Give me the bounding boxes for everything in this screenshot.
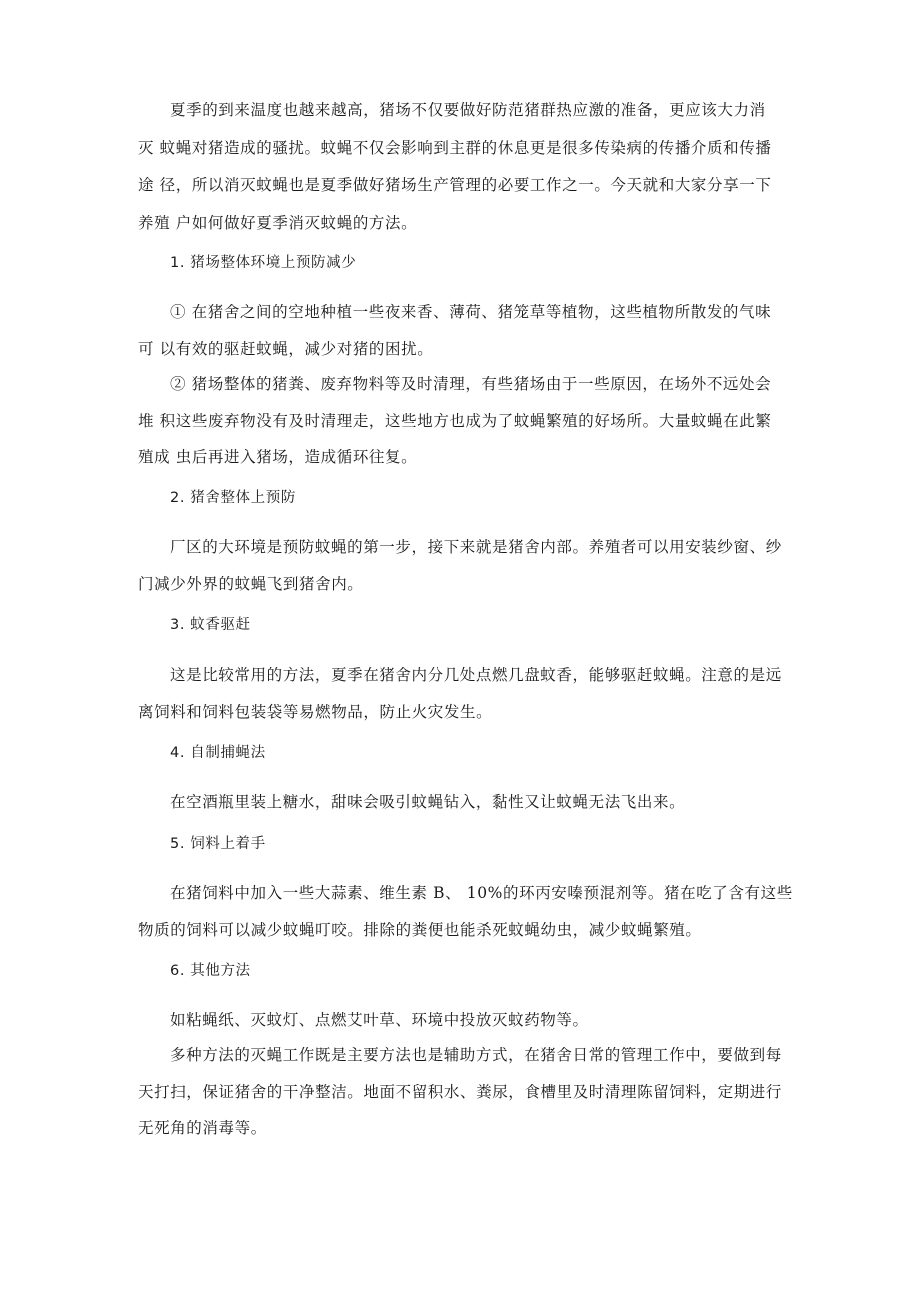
paragraph-line: 殖成 虫后再进入猪场，造成循环往复。 <box>138 448 418 466</box>
document-page <box>138 0 798 1302</box>
intro-line: 灭 蚊蝇对猪造成的骚扰。蚊蝇不仅会影响到主群的休息更是很多传染病的传播介质和传播 <box>138 139 772 157</box>
intro-line: 途 径，所以消灭蚊蝇也是夏季做好猪场生产管理的必要工作之一。今天就和大家分享一下 <box>138 176 772 194</box>
paragraph-line: 多种方法的灭蝇工作既是主要方法也是辅助方式，在猪舍日常的管理工作中，要做到每 <box>170 1046 782 1064</box>
intro-line: 夏季的到来温度也越来越高，猪场不仅要做好防范猪群热应激的准备，更应该大力消 <box>170 101 766 119</box>
paragraph-line: 门减少外界的蚊蝇飞到猪舍内。 <box>138 575 364 593</box>
paragraph-line: 天打扫，保证猪舍的干净整洁。地面不留积水、粪尿，食槽里及时清理陈留饲料，定期进行 <box>138 1083 783 1101</box>
section-heading-6: 6. 其他方法 <box>170 963 251 979</box>
paragraph-line: 在空酒瓶里装上糖水，甜味会吸引蚊蝇钻入，黏性又让蚊蝇无法飞出来。 <box>170 793 686 811</box>
paragraph-line: ② 猪场整体的猪粪、废弃物料等及时清理，有些猪场由于一些原因，在场外不远处会 <box>170 375 772 393</box>
paragraph-line: 这是比较常用的方法，夏季在猪舍内分几处点燃几盘蚊香，能够驱赶蚊蝇。注意的是远 <box>170 666 782 684</box>
paragraph-line: 物质的饲料可以减少蚊蝇叮咬。排除的粪便也能杀死蚊蝇幼虫，减少蚊蝇繁殖。 <box>138 921 702 939</box>
paragraph-line: 厂区的大环境是预防蚊蝇的第一步，接下来就是猪舍内部。养殖者可以用安装纱窗、纱 <box>170 538 782 556</box>
section-heading-5: 5. 饲料上着手 <box>170 836 266 852</box>
section-heading-4: 4. 自制捕蝇法 <box>170 745 266 761</box>
section-heading-1: 1. 猪场整体环境上预防减少 <box>170 255 357 271</box>
intro-line: 养殖 户如何做好夏季消灭蚊蝇的方法。 <box>138 214 418 232</box>
paragraph-line: 在猪饲料中加入一些大蒜素、维生素 B、 10%的环丙安嗪预混剂等。猪在吃了含有这些 <box>170 884 793 902</box>
paragraph-line: 堆 积这些废弃物没有及时清理走，这些地方也成为了蚊蝇繁殖的好场所。大量蚊蝇在此繁 <box>138 412 772 430</box>
section-heading-3: 3. 蚊香驱赶 <box>170 617 251 633</box>
paragraph-line: 可 以有效的驱赶蚊蝇，减少对猪的困扰。 <box>138 340 434 358</box>
paragraph-line: ① 在猪舍之间的空地种植一些夜来香、薄荷、猪笼草等植物，这些植物所散发的气味 <box>170 303 772 321</box>
paragraph-line: 离饲料和饲料包装袋等易燃物品，防止火灾发生。 <box>138 703 493 721</box>
section-heading-2: 2. 猪舍整体上预防 <box>170 490 296 506</box>
paragraph-line: 如粘蝇纸、灭蚊灯、点燃艾叶草、环境中投放灭蚊药物等。 <box>170 1011 589 1029</box>
paragraph-line: 无死角的消毒等。 <box>138 1119 267 1137</box>
